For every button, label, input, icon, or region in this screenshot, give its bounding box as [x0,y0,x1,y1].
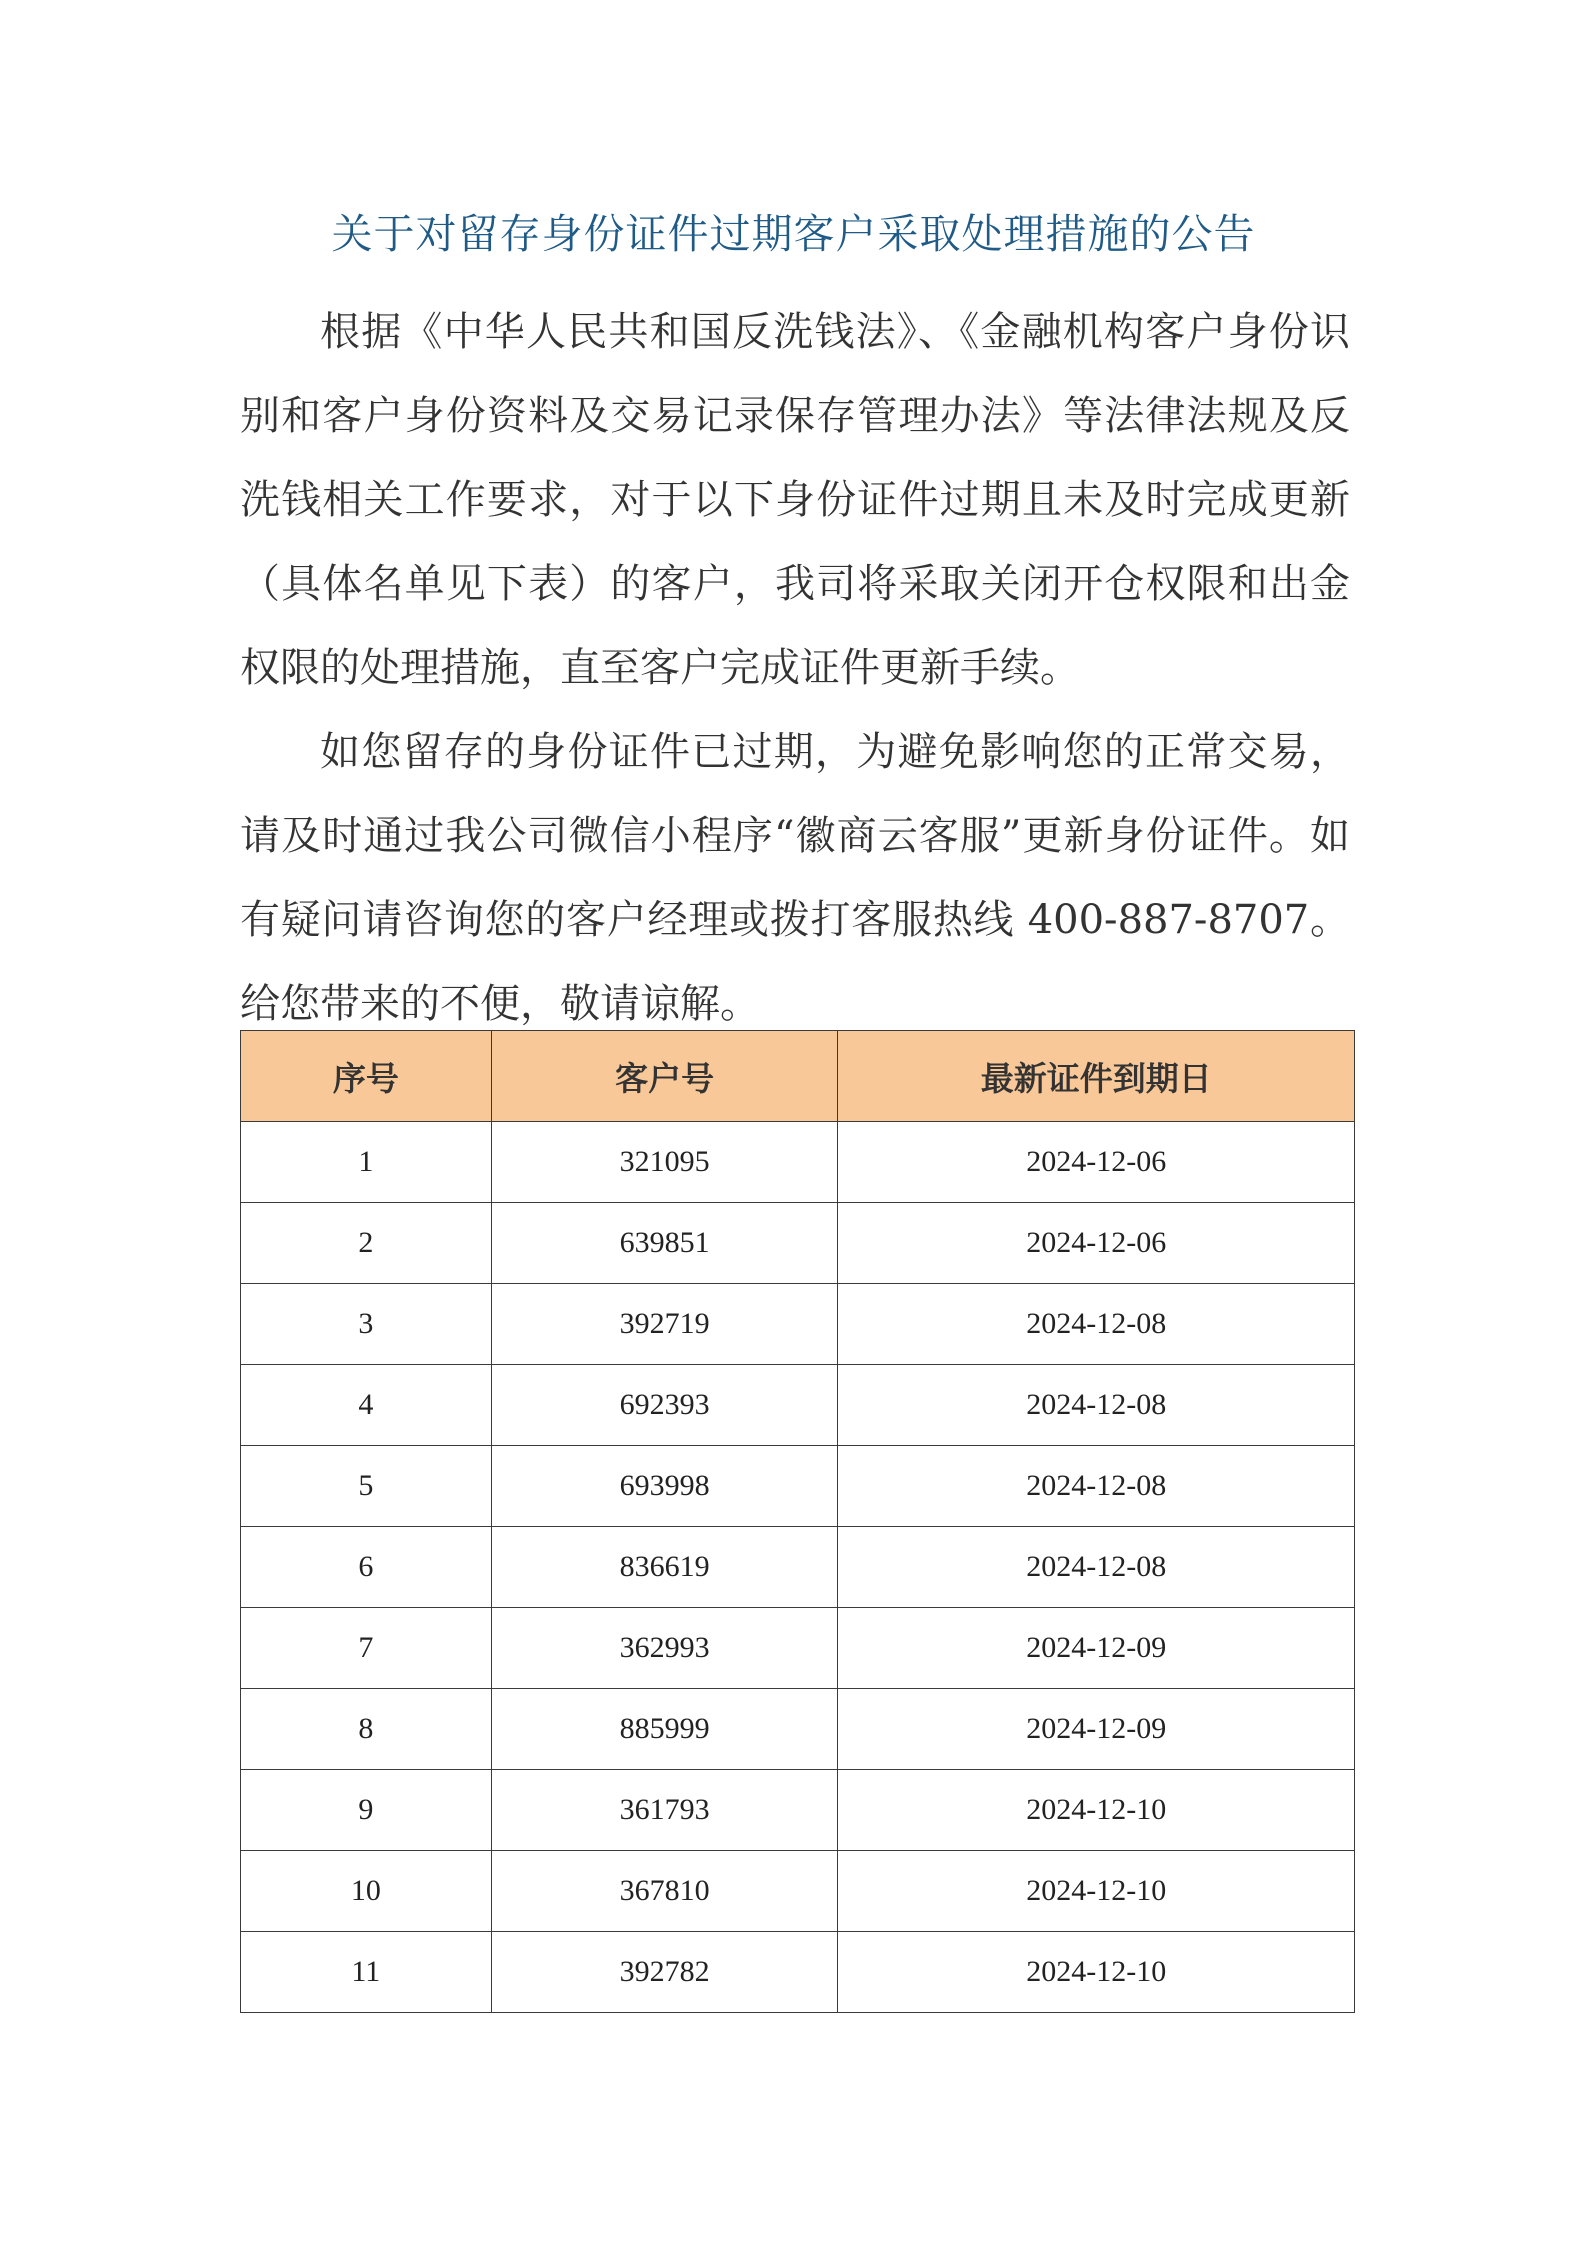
row-customer-id: 693998 [491,1446,838,1527]
row-expiry-date: 2024-12-10 [838,1770,1355,1851]
table-row [241,1689,1355,1770]
row-customer-id: 392782 [491,1932,838,2013]
table-row [241,1851,1355,1932]
header-index: 序号 [241,1031,492,1122]
row-index: 3 [241,1284,492,1365]
row-expiry-date: 2024-12-08 [838,1446,1355,1527]
paragraph-update-instructions: 如您留存的身份证件已过期，为避免影响您的正常交易，请及时通过我公司微信小程序“徽商云客服”更新身份证件。如有疑问请咨询您的客户经理或拨打客服热线 400-887-8707。给您带来的不便，敬请谅解。 [240,729,1350,1027]
table-row [241,1284,1355,1365]
announcement-title: 关于对留存身份证件过期客户采取处理措施的公告 [331,210,1256,258]
row-index: 1 [241,1122,492,1203]
row-index: 7 [241,1608,492,1689]
announcement-body [240,290,1350,1046]
table-row [241,1446,1355,1527]
paragraph-legal-basis: 根据《中华人民共和国反洗钱法》、《金融机构客户身份识别和客户身份资料及交易记录保存管理办法》等法律法规及反洗钱相关工作要求，对于以下身份证件过期且未及时完成更新（具体名单见下表）的客户，我司将采取关闭开仓权限和出金权限的处理措施，直至客户完成证件更新手续。 [240,309,1350,691]
row-index: 11 [241,1932,492,2013]
table-row [241,1122,1355,1203]
table-row [241,1203,1355,1284]
row-customer-id: 361793 [491,1770,838,1851]
row-customer-id: 321095 [491,1122,838,1203]
header-customer-id: 客户号 [491,1031,838,1122]
row-index: 10 [241,1851,492,1932]
table-row [241,1365,1355,1446]
row-expiry-date: 2024-12-10 [838,1932,1355,2013]
row-customer-id: 836619 [491,1527,838,1608]
row-expiry-date: 2024-12-10 [838,1851,1355,1932]
row-customer-id: 639851 [491,1203,838,1284]
row-expiry-date: 2024-12-08 [838,1365,1355,1446]
row-customer-id: 362993 [491,1608,838,1689]
header-expiry-date: 最新证件到期日 [838,1031,1355,1122]
row-index: 5 [241,1446,492,1527]
table-header-row [241,1031,1355,1122]
row-index: 8 [241,1689,492,1770]
row-index: 4 [241,1365,492,1446]
row-expiry-date: 2024-12-06 [838,1203,1355,1284]
row-expiry-date: 2024-12-09 [838,1608,1355,1689]
row-expiry-date: 2024-12-06 [838,1122,1355,1203]
row-index: 2 [241,1203,492,1284]
table-row [241,1932,1355,2013]
row-index: 9 [241,1770,492,1851]
row-expiry-date: 2024-12-08 [838,1527,1355,1608]
table-row [241,1770,1355,1851]
table-row [241,1527,1355,1608]
row-index: 6 [241,1527,492,1608]
row-customer-id: 692393 [491,1365,838,1446]
row-customer-id: 392719 [491,1284,838,1365]
row-customer-id: 367810 [491,1851,838,1932]
expired-id-customer-table [240,1030,1355,2013]
table-row [241,1608,1355,1689]
row-customer-id: 885999 [491,1689,838,1770]
row-expiry-date: 2024-12-09 [838,1689,1355,1770]
row-expiry-date: 2024-12-08 [838,1284,1355,1365]
